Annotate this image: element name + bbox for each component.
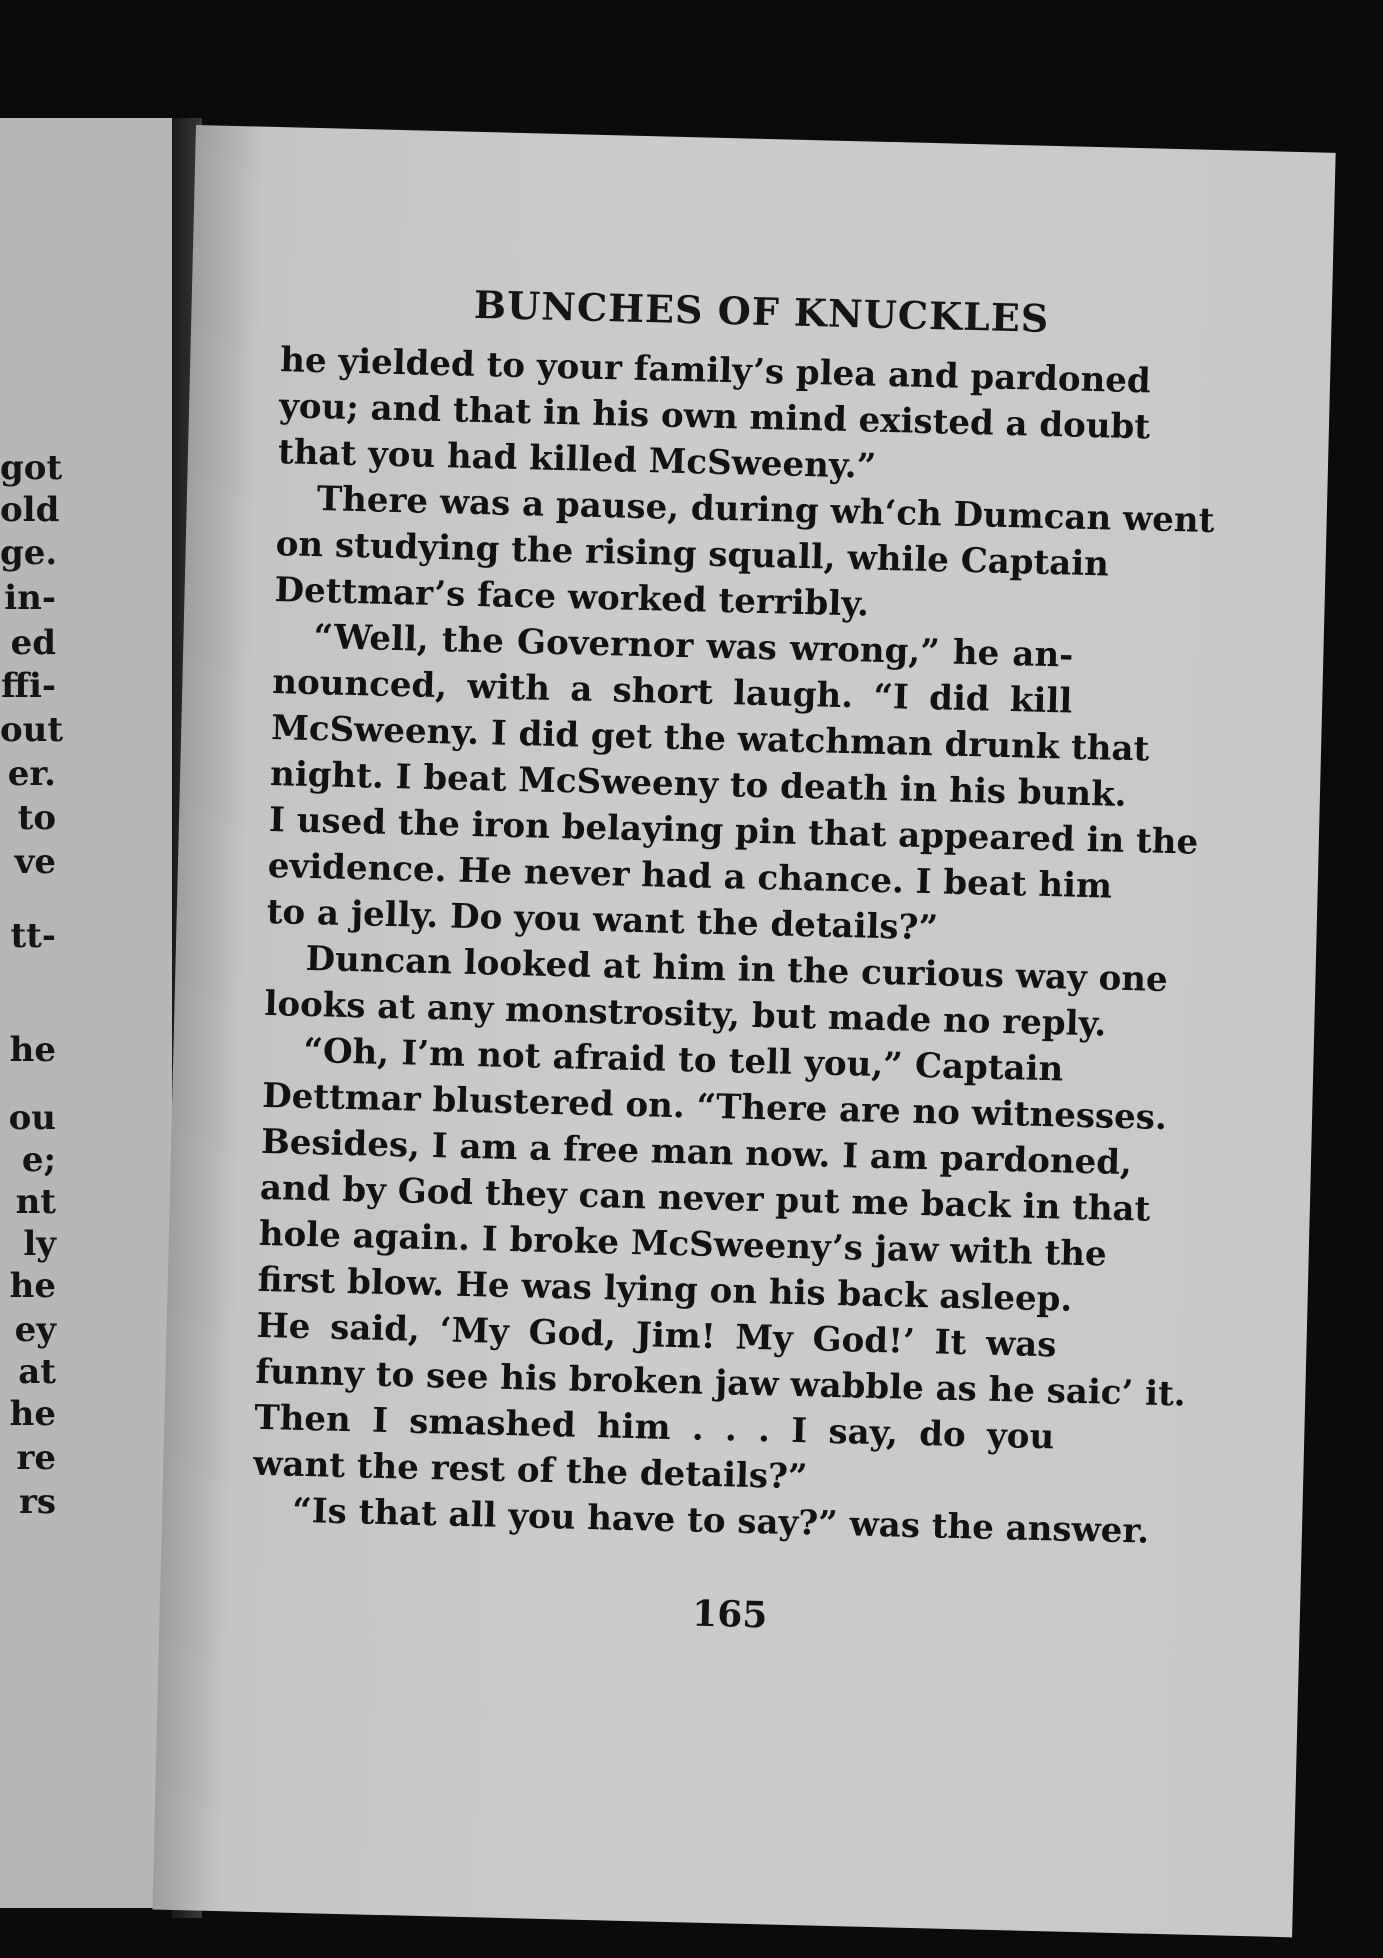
text-line: Duncan looked at him in the curious way one xyxy=(305,938,1169,1000)
book-page xyxy=(152,125,1335,1937)
text-line: funny to see his broken jaw wabble as he saic’ it. xyxy=(255,1351,1187,1415)
text-line: that you had killed McSweeny.” xyxy=(277,432,877,487)
text-line: on studying the rising squall, while Captain xyxy=(275,524,1110,585)
body-text xyxy=(252,337,1215,1552)
text-line: looks at any monstrosity, but made no reply. xyxy=(264,983,1107,1045)
left-page-fragment: ge. xyxy=(0,533,58,573)
paragraph xyxy=(277,337,1152,495)
left-page-fragment: he xyxy=(9,1394,56,1434)
left-page-fragment: in- xyxy=(4,578,56,618)
paragraph xyxy=(266,613,1199,954)
text-line: you; and that in his own mind existed a doubt xyxy=(278,386,1151,448)
text-line: evidence. He never had a chance. I beat him xyxy=(267,845,1113,907)
text-line: Dettmar’s face worked terribly. xyxy=(274,570,870,625)
left-page-fragment: out xyxy=(0,710,64,750)
text-line: night. I beat McSweeny to death in his bunk. xyxy=(269,754,1127,815)
left-page-fragment: ou xyxy=(8,1098,56,1138)
text-line: I used the iron belaying pin that appeared in the xyxy=(268,799,1199,863)
text-line: and by God they can never put me back in that xyxy=(259,1167,1151,1230)
left-page-fragment: at xyxy=(18,1352,56,1392)
text-line: Then I smashed him . . . I say, do you xyxy=(253,1397,1055,1458)
left-page-fragment: tt- xyxy=(10,916,56,956)
text-line: first blow. He was lying on his back asleep. xyxy=(257,1259,1073,1320)
text-line: “Well, the Governor was wrong,” he an- xyxy=(313,617,1074,676)
left-page-fragment: ly xyxy=(23,1224,56,1264)
text-line: “Oh, I’m not afraid to tell you,” Captain xyxy=(302,1030,1064,1090)
text-line: hole again. I broke McSweeny’s jaw with the xyxy=(258,1213,1108,1275)
text-line: he yielded to your family’s plea and pardoned xyxy=(279,340,1152,402)
text-line: He said, ‘My God, Jim! My God!’ It was xyxy=(256,1305,1057,1366)
paragraph xyxy=(274,475,1215,633)
left-page-fragment: he xyxy=(9,1030,56,1070)
page-number: 165 xyxy=(691,1592,768,1637)
left-page-fragment: re xyxy=(16,1438,56,1478)
left-page-fragment: got xyxy=(0,448,63,488)
text-line: McSweeny. I did get the watchman drunk that xyxy=(270,708,1150,770)
text-line: to a jelly. Do you want the details?” xyxy=(266,891,939,949)
text-line: Besides, I am a free man now. I am pardoned, xyxy=(260,1121,1133,1184)
text-line: There was a pause, during wh‘ch Dumcan went xyxy=(316,479,1215,541)
left-page-fragment: er. xyxy=(7,754,56,794)
left-page-fragment: ed xyxy=(10,623,56,663)
left-page-fragment: nt xyxy=(15,1182,56,1222)
left-page-fragment: ve xyxy=(14,842,56,882)
left-page-fragment: rs xyxy=(18,1482,56,1522)
left-page-fragment: e; xyxy=(21,1140,56,1180)
text-line: Dettmar blustered on. “There are no witnesses. xyxy=(261,1075,1168,1139)
left-page-fragment: ey xyxy=(14,1310,56,1350)
left-page-fragment: old xyxy=(0,490,60,530)
left-page-fragment: he xyxy=(9,1266,56,1306)
left-page-fragment: to xyxy=(17,798,56,838)
left-facing-page xyxy=(0,118,172,1908)
paragraph xyxy=(252,1027,1187,1506)
left-page-fragment: ffi- xyxy=(1,666,56,706)
text-line: want the rest of the details?” xyxy=(252,1443,808,1498)
text-line: nounced, with a short laugh. “I did kill xyxy=(271,662,1073,722)
text-line: “Is that all you have to say?” was the answer. xyxy=(291,1490,1150,1552)
running-head: BUNCHES OF KNUCKLES xyxy=(473,281,1050,341)
